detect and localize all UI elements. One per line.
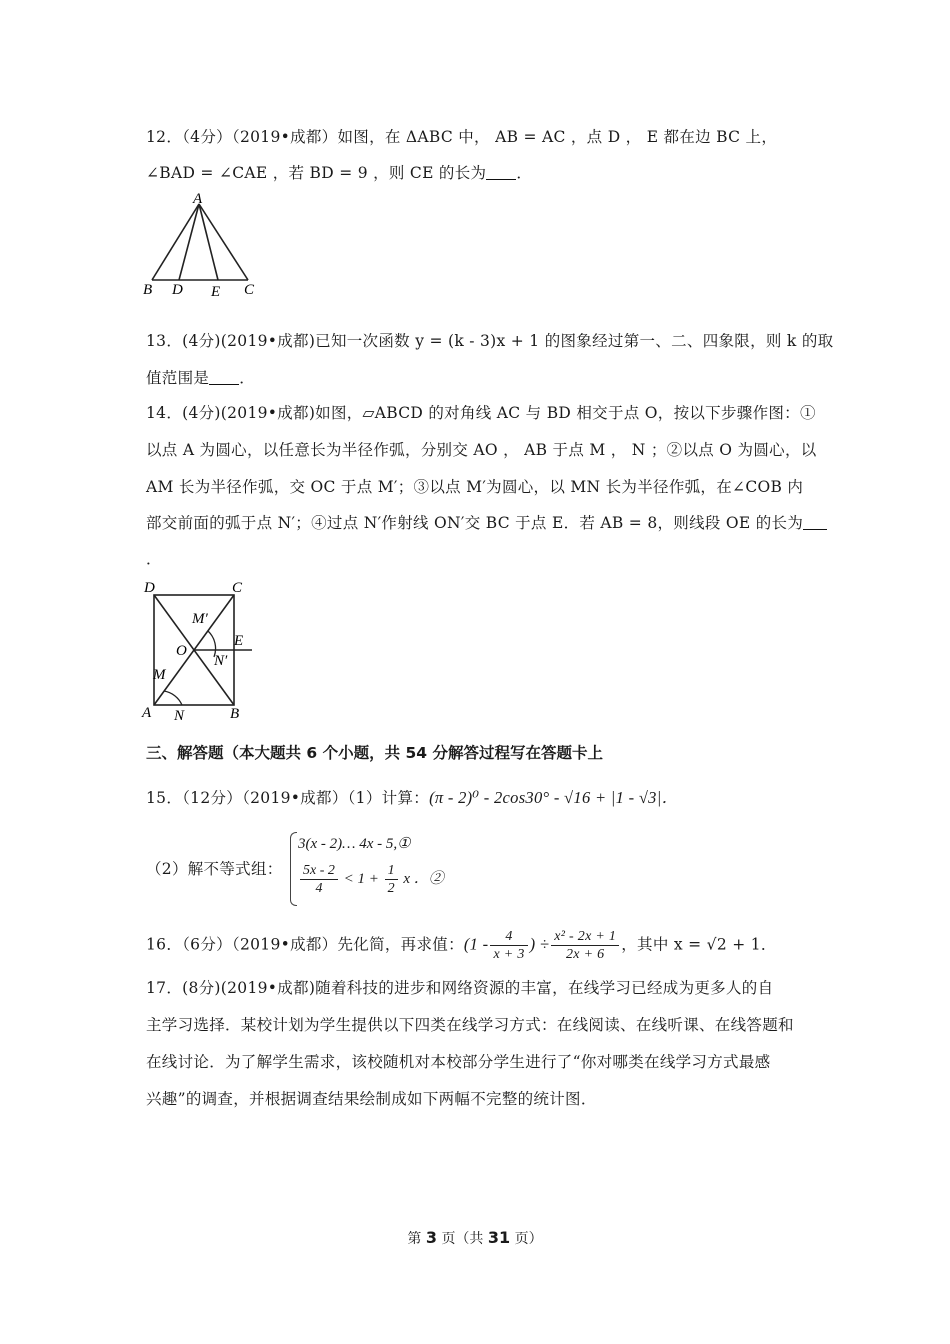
- q16-fraction-1-num: 4: [490, 928, 527, 946]
- q12-line2-text: ∠BAD = ∠CAE ，若 BD = 9 ，则 CE 的长为: [146, 164, 487, 182]
- q12-answer-blank: [486, 163, 516, 180]
- q13-line1: 13．(4分)(2019•成都)已知一次函数 y = (k - 3)x + 1 的图象经过第一、二、四象限，则 k 的取: [146, 332, 834, 350]
- q16-fraction-2: [551, 928, 619, 963]
- q14-label-m-prime: M′: [192, 611, 208, 627]
- q16-expr-open: (1 -: [463, 934, 489, 954]
- q16-label: 16．（6分）（2019•成都）先化简，再求值：: [146, 935, 464, 954]
- q12-label-e: E: [211, 284, 221, 300]
- q14-line5: ．: [146, 550, 162, 568]
- q15-inequality-1: 3(x - 2)… 4x - 5,①: [298, 836, 411, 852]
- q15-part2-label: （2）解不等式组：: [146, 860, 283, 878]
- q14-line4: [146, 512, 810, 534]
- q17-line4: 兴趣”的调查，并根据调查结果绘制成如下两幅不完整的统计图．: [146, 1090, 597, 1108]
- q14-label-m: M: [153, 667, 166, 683]
- q17-line1: 17．(8分)(2019•成都)随着科技的进步和网络资源的丰富，在线学习已经成为更多人的自: [146, 979, 774, 997]
- q12-side-ab: [152, 204, 199, 280]
- q12-label-c: C: [244, 282, 255, 298]
- q15-inequality-2: [298, 862, 444, 897]
- q14-label-b: B: [230, 706, 240, 722]
- q12-segment-ad: [179, 204, 199, 280]
- q12-line1: 12．（4分）（2019•成都）如图，在 ΔABC 中， AB = AC ，点 D ， E 都在边 BC 上，: [146, 128, 778, 146]
- q15-fraction-right-den: 2: [387, 881, 395, 896]
- q15-fraction-left-den: 4: [315, 881, 323, 896]
- q15-fraction-right: [385, 862, 398, 897]
- q16-expr-divide: ) ÷: [529, 934, 550, 954]
- q13-line2: [146, 367, 810, 389]
- q14-line4-text: 部交前面的弧于点 N′；④过点 N′作射线 ON′交 BC 于点 E．若 AB = 8，则线段 OE 的长为: [146, 514, 804, 532]
- q17-line3: 在线讨论．为了解学生需求，该校随机对本校部分学生进行了“你对哪类在线学习方式最感: [146, 1053, 771, 1071]
- q15-expression: (π - 2)⁰ - 2cos30° - √16 + |1 - √3|．: [429, 788, 679, 807]
- q14-label-n-prime: N′: [214, 653, 228, 669]
- q13-line2-text: 值范围是: [146, 369, 210, 387]
- q12-line2-end: ．: [516, 164, 533, 182]
- q16-condition: ，其中 x = √2 + 1．: [621, 935, 777, 954]
- q14-parallelogram-figure: [138, 575, 258, 725]
- q15-line1: [146, 787, 810, 809]
- q14-label-n: N: [174, 708, 185, 724]
- q14-line3: AM 长为半径作弧，交 OC 于点 M′；③以点 M′为圆心，以 MN 长为半径作弧，在∠COB 内: [146, 478, 804, 496]
- q14-label-a: A: [142, 705, 152, 721]
- footer-prefix: 第: [407, 1231, 422, 1247]
- q14-label-o: O: [176, 643, 187, 659]
- footer-page-number: 3: [425, 1228, 437, 1247]
- q16-line1: [146, 928, 810, 968]
- q12-label-d: D: [172, 282, 183, 298]
- q13-line2-end: ．: [239, 369, 256, 387]
- page-footer: [0, 1228, 950, 1248]
- q15-inequality-2-middle: < 1 +: [343, 870, 379, 887]
- q14-label-d: D: [144, 580, 155, 596]
- q16-fraction-2-num: x² - 2x + 1: [551, 928, 619, 946]
- q12-segment-ae: [199, 204, 218, 280]
- q15-fraction-left-num: 5x - 2: [300, 862, 338, 880]
- q14-answer-blank: [803, 513, 827, 530]
- section-3-title: 三、解答题（本大题共 6 个小题，共 54 分解答过程写在答题卡上: [146, 744, 603, 762]
- q16-fraction-1: [490, 928, 527, 963]
- q15-system-brace: [290, 832, 297, 906]
- footer-middle: 页（共: [441, 1231, 484, 1247]
- footer-suffix: 页）: [514, 1231, 543, 1247]
- q12-label-b: B: [143, 282, 153, 298]
- q12-label-a: A: [193, 191, 203, 207]
- q12-side-ac: [199, 204, 248, 280]
- q17-line2: 主学习选择．某校计划为学生提供以下四类在线学习方式：在线阅读、在线听课、在线答题和: [146, 1016, 794, 1034]
- q14-line1: 14．(4分)(2019•成都)如图，▱ABCD 的对角线 AC 与 BD 相交于点 O，按以下步骤作图：①: [146, 404, 816, 422]
- q15-fraction-left: [300, 862, 338, 897]
- q12-line2: [146, 162, 810, 184]
- q15-part1-label: 15．（12分）（2019•成都）（1）计算：: [146, 789, 430, 807]
- q12-triangle-figure: [138, 190, 268, 300]
- footer-total-pages: 31: [487, 1228, 511, 1247]
- q14-label-e: E: [234, 633, 244, 649]
- q14-label-c: C: [232, 580, 243, 596]
- q15-inequality-2-end: x ．②: [403, 870, 444, 887]
- q15-fraction-right-num: 1: [385, 862, 398, 880]
- q16-fraction-2-den: 2x + 6: [565, 947, 605, 962]
- q13-answer-blank: [209, 368, 239, 385]
- q14-arc-mn: [164, 691, 182, 705]
- q16-fraction-1-den: x + 3: [493, 947, 525, 962]
- q14-line2: 以点 A 为圆心，以任意长为半径作弧，分别交 AO ， AB 于点 M ， N ；②以点 O 为圆心，以: [146, 441, 817, 459]
